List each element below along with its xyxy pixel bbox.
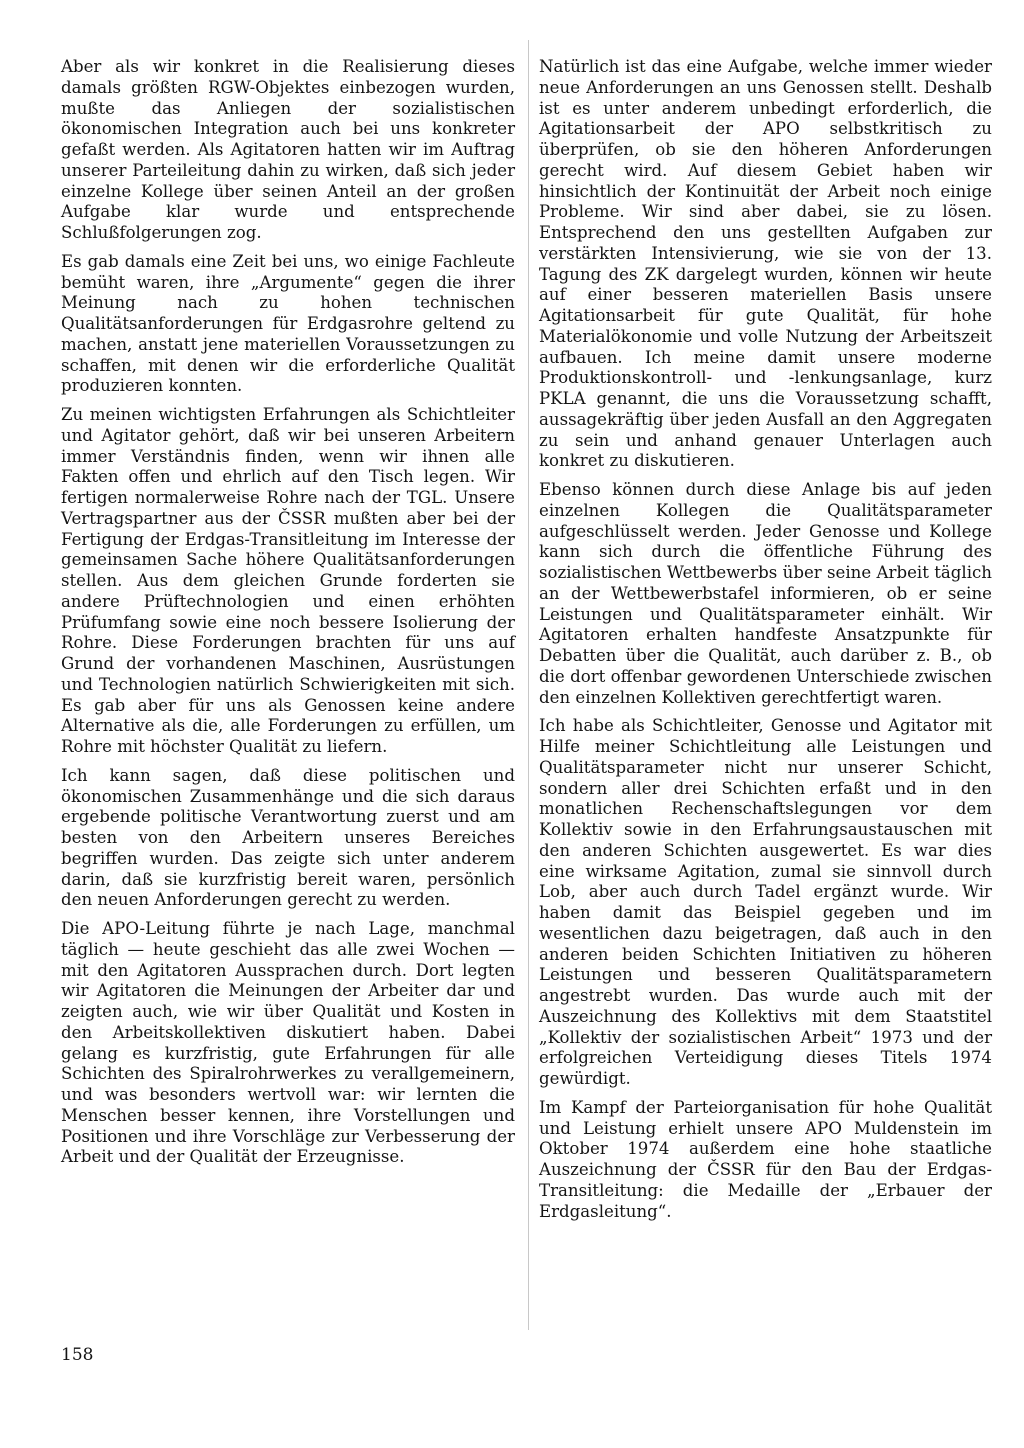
paragraph: Zu meinen wichtigsten Erfahrungen als Schichtleiter und Agitator gehört, daß wir bei unseren Arbeitern immer Verständnis finden, wenn wir ihnen alle Fakten offen und ehrlich auf den Tisch legen. Wir fertigen normalerweise Rohre nach der TGL. Unsere Vertragspartner aus der ČSSR mußten aber bei der Fertigung der Erdgas-Transitleitung im Interesse der gemeinsamen Sache höhere Qualitätsanforderungen stellen. Aus dem gleichen Grunde forderten sie andere Prüftechnologien und einen erhöhten Prüfumfang sowie eine noch bessere Isolierung der Rohre. Diese Forderungen brachten für uns auf Grund der vorhandenen Maschinen, Ausrüstungen und Technologien natürlich Schwierigkeiten mit sich. Es gab aber für uns als Genossen keine andere Alternative als die, alle Forderungen zu erfüllen, um Rohre mit höchster Qualität zu liefern.	[61, 405, 515, 756]
paragraph: Die APO-Leitung führte je nach Lage, manchmal täglich — heute geschieht das alle zwei Wochen — mit den Agitatoren Aussprachen durch. Dort legten wir Agitatoren die Meinungen der Arbeiter dar und zeigten auch, wie wir über Qualität und Kosten in den Arbeitskollektiven diskutiert haben. Dabei gelang es kurzfristig, gute Erfahrungen für alle Schichten des Spiralrohrwerkes zu verallgemeinern, und was besonders wertvoll war: wir lernten die Menschen besser kennen, ihre Vorstellungen und Positionen und ihre Vorschläge zur Verbesserung der Arbeit und der Qualität der Erzeugnisse.	[61, 919, 515, 1167]
column-divider	[528, 40, 529, 1330]
right-column	[539, 57, 992, 1230]
paragraph: Ich habe als Schichtleiter, Genosse und Agitator mit Hilfe meiner Schichtleitung alle Leistungen und Qualitätsparameter nicht nur unserer Schicht, sondern aller drei Schichten erfaßt und in den monatlichen Rechenschaftslegungen vor dem Kollektiv sowie in den Erfahrungsaustauschen mit den anderen Schichten ausgewertet. Es war dies eine wirksame Agitation, zumal sie sinnvoll durch Lob, aber auch durch Tadel ergänzt wurde. Wir haben damit das Beispiel gegeben und im wesentlichen dazu beigetragen, daß auch in den anderen beiden Schichten Initiativen zu höheren Leistungen und besseren Qualitätsparametern angestrebt wurden. Das wurde auch mit der Auszeichnung des Kollektivs mit dem Staatstitel „Kollektiv der sozialistischen Arbeit“ 1973 und der erfolgreichen Verteidigung dieses Titels 1974 gewürdigt.	[539, 716, 992, 1088]
paragraph: Ebenso können durch diese Anlage bis auf jeden einzelnen Kollegen die Qualitätsparameter aufgeschlüsselt werden. Jeder Genosse und Kollege kann sich durch die öffentliche Führung des sozialistischen Wettbewerbs über seine Arbeit täglich an der Wettbewerbstafel informieren, ob er seine Leistungen und Qualitätsparameter einhält. Wir Agitatoren erhalten handfeste Ansatzpunkte für Debatten über die Qualität, auch darüber z. B., ob die dort offenbar gewordenen Unterschiede zwischen den einzelnen Kollektiven gerechtfertigt waren.	[539, 480, 992, 707]
paragraph: Ich kann sagen, daß diese politischen und ökonomischen Zusammenhänge und die sich daraus ergebende politische Verantwortung zuerst und am besten von den Arbeitern unseres Bereiches begriffen wurden. Das zeigte sich unter anderem darin, daß sie kurzfristig bereit waren, persönlich den neuen Anforderungen gerecht zu werden.	[61, 765, 515, 910]
paragraph: Aber als wir konkret in die Realisierung dieses damals größten RGW-Objektes einbezogen wurden, mußte das Anliegen der sozialistischen ökonomischen Integration auch bei uns konkreter gefaßt werden. Als Agitatoren hatten wir im Auftrag unserer Parteileitung dahin zu wirken, daß sich jeder einzelne Kollege über seinen Anteil an der großen Aufgabe klar wurde und entsprechende Schlußfolgerungen zog.	[61, 57, 515, 242]
left-column	[61, 57, 515, 1176]
paragraph: Natürlich ist das eine Aufgabe, welche immer wieder neue Anforderungen an uns Genossen stellt. Deshalb ist es unter anderem unbedingt erforderlich, die Agitationsarbeit der APO selbstkritisch zu überprüfen, ob sie den höheren Anforderungen gerecht wird. Auf diesem Gebiet haben wir hinsichtlich der Kontinuität der Arbeit noch einige Probleme. Wir sind aber dabei, sie zu lösen. Entsprechend den uns gestellten Aufgaben zur verstärkten Intensivierung, wie sie von der 13. Tagung des ZK dargelegt wurden, können wir heute auf einer besseren materiellen Basis unsere Agitationsarbeit für gute Qualität, für hohe Materialökonomie und volle Nutzung der Arbeitszeit aufbauen. Ich meine damit unsere moderne Produktionskontroll- und -lenkungsanlage, kurz PKLA genannt, die uns die Voraussetzung schafft, aussagekräftig über jeden Ausfall an den Aggregaten zu sein und anhand genauer Unterlagen auch konkret zu diskutieren.	[539, 57, 992, 471]
paragraph: Im Kampf der Parteiorganisation für hohe Qualität und Leistung erhielt unsere APO Muldenstein im Oktober 1974 außerdem eine hohe staatliche Auszeichnung der ČSSR für den Bau der Erdgas-Transitleitung: die Medaille der „Erbauer der Erdgasleitung“.	[539, 1097, 992, 1221]
page-number: 158	[61, 1345, 94, 1365]
paragraph: Es gab damals eine Zeit bei uns, wo einige Fachleute bemüht waren, ihre „Argumente“ gegen die ihrer Meinung nach zu hohen technischen Qualitätsanforderungen für Erdgasrohre geltend zu machen, anstatt jene materiellen Voraussetzungen zu schaffen, mit denen wir die erforderliche Qualität produzieren konnten.	[61, 251, 515, 396]
